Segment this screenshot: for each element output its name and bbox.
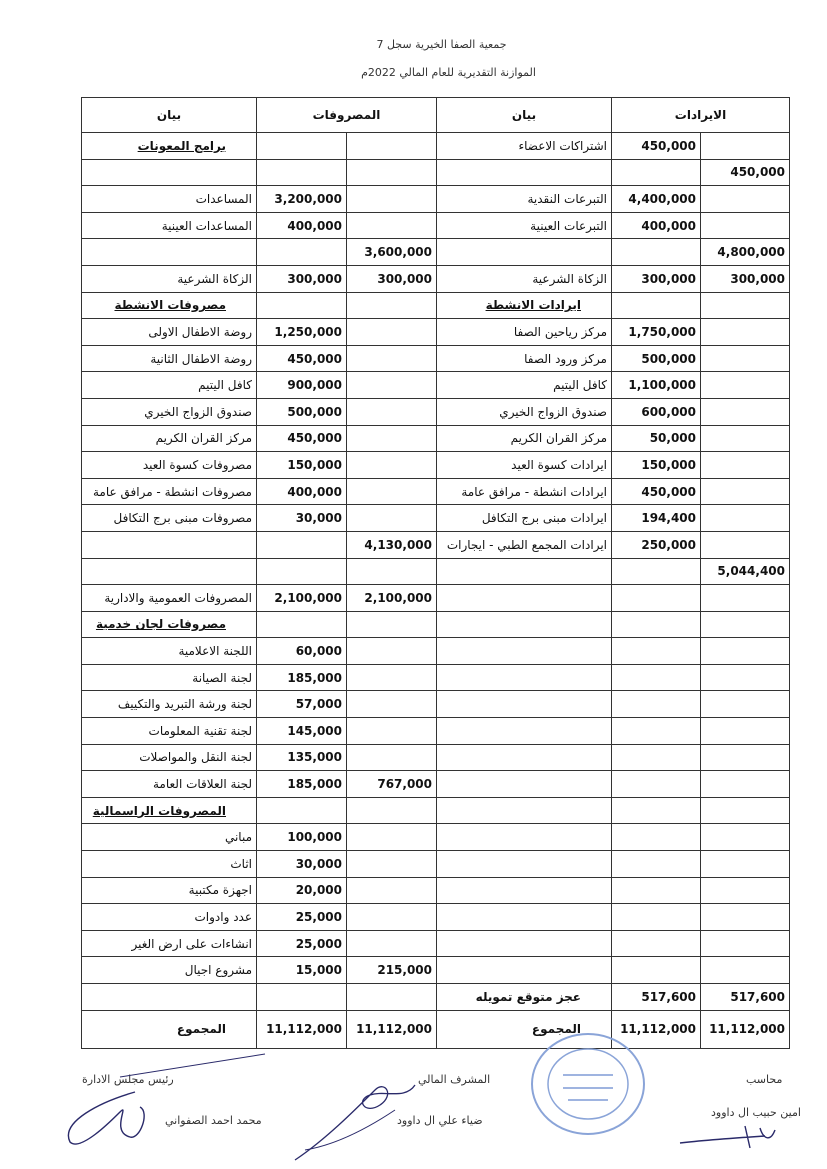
expense-amount (257, 292, 347, 319)
revenue-subtotal (701, 904, 790, 931)
revenue-label (437, 744, 612, 771)
table-row (82, 133, 790, 160)
expense-label: روضة الاطفال الاولى (82, 319, 257, 346)
expense-label: لجنة العلاقات العامة (82, 771, 257, 798)
expense-amount (257, 984, 347, 1011)
revenue-label: ايرادات كسوة العيد (437, 452, 612, 479)
expense-subtotal (347, 452, 437, 479)
expense-subtotal (347, 638, 437, 665)
revenue-subtotal (701, 744, 790, 771)
revenues-header: الايرادات (612, 98, 790, 133)
revenue-label: التبرعات النقدية (437, 186, 612, 213)
expense-subtotal: 4,130,000 (347, 531, 437, 558)
revenue-label (437, 851, 612, 878)
expense-amount (257, 611, 347, 638)
revenue-subtotal (701, 718, 790, 745)
revenue-subtotal: 517,600 (701, 984, 790, 1011)
revenue-subtotal (701, 585, 790, 612)
expense-subtotal (347, 159, 437, 186)
table-row (82, 718, 790, 745)
expense-label (82, 239, 257, 266)
expense-label: مشروع اجيال (82, 957, 257, 984)
expense-subtotal: 300,000 (347, 265, 437, 292)
revenue-label: صندوق الزواج الخيري (437, 398, 612, 425)
expense-label: مركز القران الكريم (82, 425, 257, 452)
revenue-amount (612, 611, 701, 638)
table-row (82, 558, 790, 585)
expense-amount: 30,000 (257, 851, 347, 878)
expense-label: المصروفات العمومية والادارية (82, 585, 257, 612)
revenue-label: مركز ورود الصفا (437, 345, 612, 372)
expense-subtotal (347, 877, 437, 904)
revenue-amount (612, 585, 701, 612)
revenue-subtotal: 450,000 (701, 159, 790, 186)
revenue-subtotal (701, 691, 790, 718)
expense-subtotal (347, 133, 437, 160)
expense-subtotal (347, 345, 437, 372)
table-row (82, 425, 790, 452)
revenue-amount: 250,000 (612, 531, 701, 558)
expense-label: الزكاة الشرعية (82, 265, 257, 292)
revenue-label: مركز القران الكريم (437, 425, 612, 452)
expense-subtotal (347, 691, 437, 718)
table-row (82, 478, 790, 505)
table-row (82, 877, 790, 904)
org-title: جمعية الصفا الخيرية سجل 7 (376, 38, 507, 51)
table-row (82, 930, 790, 957)
table-row (82, 292, 790, 319)
expense-amount: 400,000 (257, 478, 347, 505)
expense-amount: 450,000 (257, 425, 347, 452)
revenue-amount (612, 851, 701, 878)
revenue-label: ايرادات انشطة - مرافق عامة (437, 478, 612, 505)
table-row (82, 638, 790, 665)
revenue-subtotal (701, 531, 790, 558)
revenue-label (437, 824, 612, 851)
expense-label: اجهزة مكتبية (82, 877, 257, 904)
expense-label: مباني (82, 824, 257, 851)
revenue-amount (612, 957, 701, 984)
table-row (82, 186, 790, 213)
supervisor-name: ضياء علي ال داوود (397, 1114, 483, 1127)
table-row (82, 531, 790, 558)
revenue-label (437, 638, 612, 665)
table-row (82, 771, 790, 798)
table-row (82, 265, 790, 292)
revenue-label: مركز رياحين الصفا (437, 319, 612, 346)
revenue-amount (612, 824, 701, 851)
table-row (82, 851, 790, 878)
expense-label: عدد وادوات (82, 904, 257, 931)
revenue-label (437, 611, 612, 638)
table-row (82, 691, 790, 718)
expense-amount (257, 133, 347, 160)
revenue-amount: 500,000 (612, 345, 701, 372)
expense-amount: 185,000 (257, 664, 347, 691)
revenue-label: ايرادات المجمع الطبي - ايجارات (437, 531, 612, 558)
expenses-header: المصروفات (257, 98, 437, 133)
expense-subtotal (347, 425, 437, 452)
expense-amount: 900,000 (257, 372, 347, 399)
expense-subtotal (347, 718, 437, 745)
revenue-amount: 50,000 (612, 425, 701, 452)
expense-subtotal (347, 984, 437, 1011)
revenue-subtotal (701, 186, 790, 213)
expense-amount: 25,000 (257, 930, 347, 957)
expense-label: لجنة ورشة التبريد والتكييف (82, 691, 257, 718)
revenue-label: الزكاة الشرعية (437, 265, 612, 292)
revenue-amount (612, 239, 701, 266)
chairman-name: محمد احمد الصفواني (165, 1114, 262, 1127)
expense-subtotal (347, 372, 437, 399)
expense-total-a: 11,112,000 (257, 1010, 347, 1048)
expense-label: اثاث (82, 851, 257, 878)
document-title: الموازنة التقديرية للعام المالي 2022م (361, 66, 536, 79)
expense-subtotal: 3,600,000 (347, 239, 437, 266)
table-row (82, 957, 790, 984)
table-row (82, 904, 790, 931)
expense-label (82, 558, 257, 585)
revenue-amount (612, 664, 701, 691)
expense-subtotal (347, 398, 437, 425)
revenue-subtotal (701, 133, 790, 160)
expense-subtotal (347, 851, 437, 878)
revenue-label (437, 558, 612, 585)
expense-label (82, 531, 257, 558)
revenue-amount (612, 292, 701, 319)
expense-subtotal (347, 186, 437, 213)
expense-amount (257, 159, 347, 186)
revenue-amount: 450,000 (612, 133, 701, 160)
table-row (82, 239, 790, 266)
revenue-amount: 4,400,000 (612, 186, 701, 213)
revenue-subtotal (701, 957, 790, 984)
table-row (82, 611, 790, 638)
table-row (82, 159, 790, 186)
revenue-amount (612, 558, 701, 585)
revenue-label (437, 718, 612, 745)
revenue-amount (612, 159, 701, 186)
expense-subtotal (347, 505, 437, 532)
revenue-amount: 1,100,000 (612, 372, 701, 399)
expense-label: صندوق الزواج الخيري (82, 398, 257, 425)
expense-label: مصروفات لجان خدمية (82, 611, 257, 638)
table-row (82, 452, 790, 479)
revenue-subtotal (701, 505, 790, 532)
revenue-subtotal (701, 319, 790, 346)
revenue-amount: 150,000 (612, 452, 701, 479)
accountant-name: امين حبيب ال داوود (711, 1106, 801, 1119)
revenue-subtotal (701, 212, 790, 239)
expense-amount: 135,000 (257, 744, 347, 771)
expense-subtotal: 2,100,000 (347, 585, 437, 612)
expense-amount (257, 797, 347, 824)
revenue-label: كافل اليتيم (437, 372, 612, 399)
table-row (82, 585, 790, 612)
revenue-subtotal (701, 851, 790, 878)
expense-subtotal (347, 664, 437, 691)
expense-amount: 3,200,000 (257, 186, 347, 213)
expense-amount: 25,000 (257, 904, 347, 931)
table-total-row (82, 1010, 790, 1048)
revenue-subtotal (701, 638, 790, 665)
revenue-label: اشتراكات الاعضاء (437, 133, 612, 160)
revenue-subtotal: 300,000 (701, 265, 790, 292)
revenue-subtotal (701, 425, 790, 452)
revenue-subtotal: 4,800,000 (701, 239, 790, 266)
revenue-amount (612, 744, 701, 771)
revenue-label (437, 797, 612, 824)
revenue-subtotal (701, 824, 790, 851)
table-header-row (82, 98, 790, 133)
expense-amount: 57,000 (257, 691, 347, 718)
revenue-label (437, 159, 612, 186)
expense-subtotal (347, 319, 437, 346)
expense-total-label: المجموع (82, 1010, 257, 1048)
expense-subtotal (347, 904, 437, 931)
revenue-amount: 450,000 (612, 478, 701, 505)
expense-subtotal: 767,000 (347, 771, 437, 798)
revenue-amount (612, 930, 701, 957)
revenue-label (437, 904, 612, 931)
revenue-subtotal (701, 877, 790, 904)
revenue-subtotal (701, 478, 790, 505)
revenue-subtotal (701, 372, 790, 399)
revenue-subtotal (701, 345, 790, 372)
expense-amount: 20,000 (257, 877, 347, 904)
revenue-label (437, 877, 612, 904)
revenue-label (437, 771, 612, 798)
supervisor-title: المشرف المالي (418, 1073, 491, 1086)
revenue-amount: 300,000 (612, 265, 701, 292)
expense-label: المصروفات الراسمالية (82, 797, 257, 824)
revenue-label (437, 664, 612, 691)
table-row (82, 398, 790, 425)
revenue-subtotal (701, 797, 790, 824)
revenue-amount: 517,600 (612, 984, 701, 1011)
accountant-signature-icon (675, 1118, 785, 1158)
budget-table (81, 97, 790, 1049)
expense-subtotal (347, 930, 437, 957)
table-row (82, 797, 790, 824)
expense-amount (257, 239, 347, 266)
revenue-amount: 194,400 (612, 505, 701, 532)
revenue-total-b: 11,112,000 (701, 1010, 790, 1048)
revenue-total-label: المجموع (437, 1010, 612, 1048)
revenue-amount (612, 691, 701, 718)
revenue-amount (612, 877, 701, 904)
revenue-label (437, 957, 612, 984)
expense-amount: 145,000 (257, 718, 347, 745)
expense-amount: 400,000 (257, 212, 347, 239)
expense-label: المساعدات العينية (82, 212, 257, 239)
expense-amount: 15,000 (257, 957, 347, 984)
expense-label: انشاءات على ارض الغير (82, 930, 257, 957)
expense-subtotal: 215,000 (347, 957, 437, 984)
expense-label: مصروفات الانشطة (82, 292, 257, 319)
revenue-label (437, 930, 612, 957)
revenue-amount (612, 904, 701, 931)
revenue-subtotal (701, 930, 790, 957)
table-row (82, 984, 790, 1011)
revenue-subtotal (701, 664, 790, 691)
expense-label: روضة الاطفال الثانية (82, 345, 257, 372)
expense-label: برامج المعونات (82, 133, 257, 160)
table-row (82, 212, 790, 239)
expense-amount: 60,000 (257, 638, 347, 665)
revenue-subtotal (701, 292, 790, 319)
expense-subtotal (347, 558, 437, 585)
revenue-label: عجز متوقع تمويله (437, 984, 612, 1011)
revenue-label (437, 239, 612, 266)
expense-total-b: 11,112,000 (347, 1010, 437, 1048)
revenue-subtotal: 5,044,400 (701, 558, 790, 585)
table-row (82, 345, 790, 372)
revenue-desc-header: بيان (437, 98, 612, 133)
expense-label (82, 159, 257, 186)
revenue-subtotal (701, 771, 790, 798)
expense-amount (257, 558, 347, 585)
expense-subtotal (347, 611, 437, 638)
revenue-subtotal (701, 398, 790, 425)
expense-subtotal (347, 478, 437, 505)
expense-amount: 500,000 (257, 398, 347, 425)
expense-subtotal (347, 797, 437, 824)
revenue-subtotal (701, 452, 790, 479)
supervisor-signature-icon (285, 1070, 425, 1165)
expense-amount (257, 531, 347, 558)
expense-amount: 1,250,000 (257, 319, 347, 346)
revenue-amount (612, 797, 701, 824)
revenue-amount: 600,000 (612, 398, 701, 425)
revenue-label: ايرادات مبنى برج التكافل (437, 505, 612, 532)
revenue-amount (612, 771, 701, 798)
revenue-label (437, 585, 612, 612)
revenue-amount (612, 718, 701, 745)
table-row (82, 372, 790, 399)
expense-amount: 30,000 (257, 505, 347, 532)
expense-amount: 185,000 (257, 771, 347, 798)
expense-label (82, 984, 257, 1011)
table-row (82, 319, 790, 346)
revenue-amount: 400,000 (612, 212, 701, 239)
table-row (82, 744, 790, 771)
expense-label: مصروفات كسوة العيد (82, 452, 257, 479)
revenue-amount: 1,750,000 (612, 319, 701, 346)
expense-label: مصروفات انشطة - مرافق عامة (82, 478, 257, 505)
accountant-title: محاسب (746, 1073, 783, 1086)
expense-subtotal (347, 212, 437, 239)
expense-desc-header: بيان (82, 98, 257, 133)
expense-label: كافل اليتيم (82, 372, 257, 399)
revenue-label: ايرادات الانشطة (437, 292, 612, 319)
chairman-signature-icon (40, 1052, 270, 1152)
table-row (82, 664, 790, 691)
expense-amount: 2,100,000 (257, 585, 347, 612)
expense-label: اللجنة الاعلامية (82, 638, 257, 665)
chairman-title: رئيس مجلس الادارة (82, 1073, 174, 1086)
expense-label: لجنة الصيانة (82, 664, 257, 691)
revenue-label: التبرعات العينية (437, 212, 612, 239)
expense-amount: 300,000 (257, 265, 347, 292)
revenue-subtotal (701, 611, 790, 638)
expense-label: لجنة تقنية المعلومات (82, 718, 257, 745)
organization-stamp-icon (528, 1030, 648, 1138)
expense-subtotal (347, 744, 437, 771)
expense-label: المساعدات (82, 186, 257, 213)
expense-label: لجنة النقل والمواصلات (82, 744, 257, 771)
revenue-label (437, 691, 612, 718)
expense-amount: 150,000 (257, 452, 347, 479)
expense-label: مصروفات مبنى برج التكافل (82, 505, 257, 532)
revenue-total-a: 11,112,000 (612, 1010, 701, 1048)
table-row (82, 505, 790, 532)
expense-amount: 450,000 (257, 345, 347, 372)
table-row (82, 824, 790, 851)
expense-subtotal (347, 292, 437, 319)
expense-amount: 100,000 (257, 824, 347, 851)
revenue-amount (612, 638, 701, 665)
expense-subtotal (347, 824, 437, 851)
